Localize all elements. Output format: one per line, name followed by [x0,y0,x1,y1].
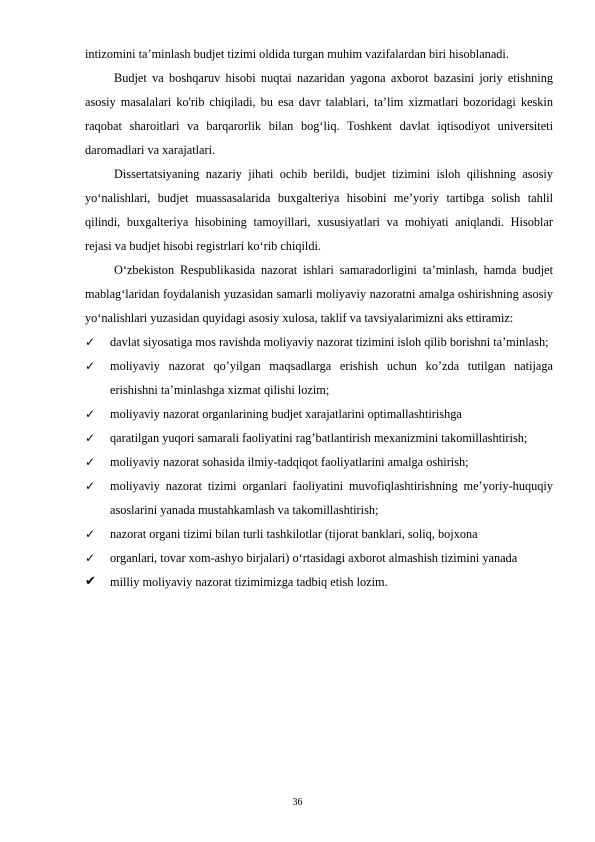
document-page [85,42,553,594]
paragraph-intro: intizomini ta’minlash budjet tizimi oldida turgan muhim vazifalardan biri hisoblanadi. [85,47,509,61]
check-mark-icon: ✓ [85,335,96,349]
check-mark-icon: ✓ [85,359,96,373]
check-mark-icon: ✓ [85,455,96,469]
check-mark-icon: ✓ [85,479,96,493]
list-item: ✓ organlari, tovar xom-ashyo birjalari) o‘rtasidagi axborot almashish tizimini yanada [85,546,553,570]
list-item: ✓ qaratilgan yuqori samarali faoliyatini rag’batlantirish mexanizmini takomillashtirish; [85,426,553,450]
list-item: ✓ moliyaviy nazorat qo’yilgan maqsadlarga erishish uchun ko’zda tutilgan natijaga erishishni ta’minlashga xizmat qilishi lozim; [85,354,553,402]
check-mark-icon: ✓ [85,431,96,445]
paragraph-dissertation: Dissertatsiyaning nazariy jihati ochib berildi, budjet tizimini isloh qilishning asosiy yo‘nalishlari, budjet muassasalarida buxgalteriya hisobini me’yoriy tartibga solish tahlil qilindi, buxgalteriya hisobining tamoyillari, xususiyatlari va mohiyati aniqlandi. Hisoblar rejasi va budjet hisobi registrlari ko‘rib chiqildi. [85,167,553,253]
list-item: ✓ moliyaviy nazorat tizimi organlari faoliyatini muvofiqlashtirishning me’yoriy-huquqiy asoslarini yanada mustahkamlash va takomillashtirish; [85,474,553,522]
paragraph-conclusions-intro: O‘zbekiston Respublikasida nazorat ishlari samaradorligini ta’minlash, hamda budjet mablag‘laridan foydalanish yuzasidan samarli moliyaviy nazoratni amalga oshirishning asosiy yo‘nalishlari yuzasidan quyidagi asosiy xulosa, taklif va tavsiyalarimizni aks ettiramiz: [85,263,553,325]
check-mark-icon: ✔ [85,574,96,589]
recommendations-list [85,330,553,594]
page-number: 36 [292,797,303,808]
paragraph-budget-info-base: Budjet va boshqaruv hisobi nuqtai nazaridan yagona axborot bazasini joriy etishning asosiy masalalari ko'rib chiqiladi, bu esa davr talablari, ta’lim xizmatlari bozoridagi keskin raqobat sharoitlari va barqarorlik bilan bog‘liq. Toshkent davlat iqtisodiyot universiteti daromadlari va xarajatlari. [85,71,553,157]
check-mark-icon: ✓ [85,551,96,565]
list-item: ✓ moliyaviy nazorat organlarining budjet xarajatlarini optimallashtirishga [85,402,553,426]
check-mark-icon: ✓ [85,407,96,421]
list-item: ✓ davlat siyosatiga mos ravishda moliyaviy nazorat tizimini isloh qilib borishni ta’minlash; [85,330,553,354]
check-mark-icon: ✓ [85,527,96,541]
list-item: ✓ nazorat organi tizimi bilan turli tashkilotlar (tijorat banklari, soliq, bojxona [85,522,553,546]
list-item: ✓ moliyaviy nazorat sohasida ilmiy-tadqiqot faoliyatlarini amalga oshirish; [85,450,553,474]
list-item: ✔ milliy moliyaviy nazorat tizimimizga tadbiq etish lozim. [85,570,553,594]
